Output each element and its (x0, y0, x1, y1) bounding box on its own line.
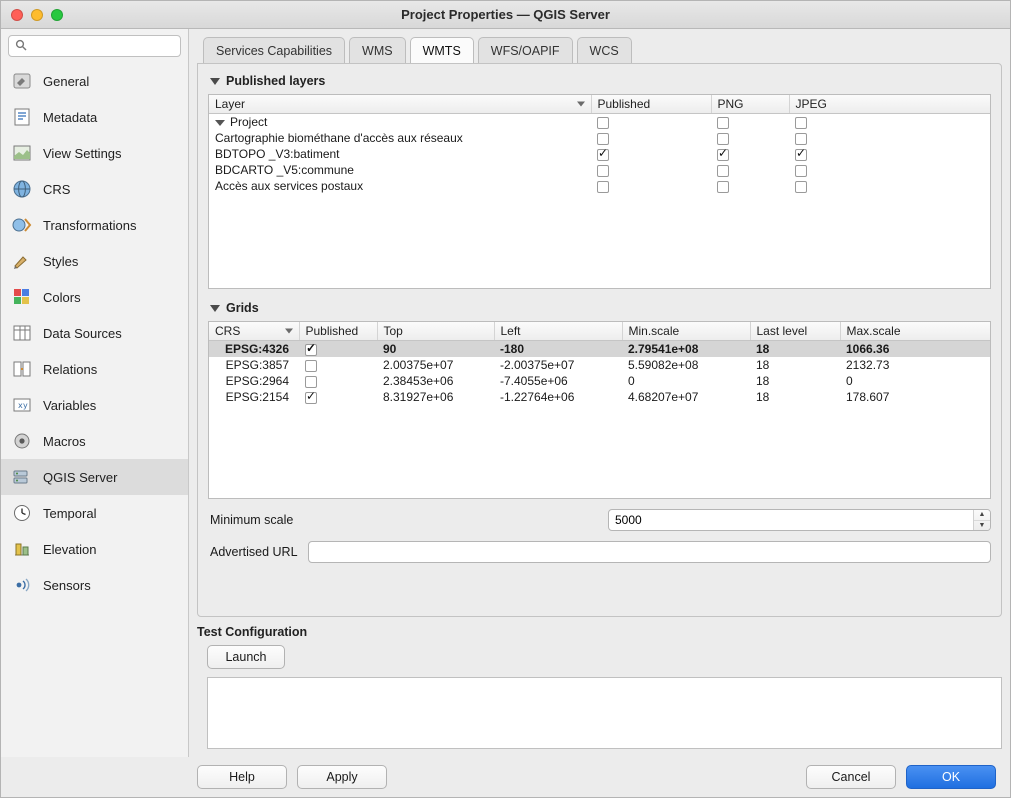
sidebar-item-transformations[interactable] (1, 207, 188, 243)
last-level-cell[interactable]: 18 (756, 374, 770, 388)
document-icon (11, 106, 33, 128)
top-cell[interactable]: 90 (383, 342, 397, 356)
top-cell[interactable]: 2.38453e+06 (383, 374, 454, 388)
published-checkbox[interactable] (597, 149, 609, 161)
sidebar-item-label: Colors (43, 289, 81, 305)
column-header-published[interactable]: Published (591, 95, 711, 114)
sidebar-item-label: Data Sources (43, 325, 122, 341)
sidebar-item-qgis-server[interactable] (1, 459, 188, 495)
table-row[interactable] (209, 146, 990, 162)
cancel-button[interactable]: Cancel (806, 765, 896, 789)
sidebar-item-label: Elevation (43, 541, 97, 557)
png-checkbox-cell[interactable] (711, 130, 789, 146)
published-checkbox[interactable] (597, 117, 609, 129)
sidebar-item-sensors[interactable] (1, 567, 188, 603)
column-header-min-scale[interactable]: Min.scale (622, 322, 750, 341)
tab-wmts[interactable]: WMTS (410, 37, 474, 63)
grids-title: Grids (226, 301, 259, 315)
column-header-jpeg[interactable]: JPEG (789, 95, 990, 114)
max-scale-cell[interactable]: 2132.73 (846, 358, 890, 372)
published-layers-title: Published layers (226, 74, 326, 88)
window-controls[interactable] (11, 9, 63, 21)
jpeg-checkbox[interactable] (795, 149, 807, 161)
brush-icon (11, 250, 33, 272)
table-icon (11, 322, 33, 344)
tab-wcs[interactable]: WCS (577, 37, 632, 63)
last-level-cell[interactable]: 18 (756, 342, 770, 356)
sidebar-item-label: QGIS Server (43, 469, 118, 485)
main-content (189, 29, 1010, 757)
view-icon (11, 142, 33, 164)
jpeg-checkbox-cell[interactable] (789, 178, 990, 194)
published-checkbox-cell[interactable] (591, 146, 711, 162)
left-cell[interactable]: -1.22764e+06 (500, 390, 575, 404)
stepper-buttons[interactable] (973, 510, 990, 530)
clock-icon (11, 502, 33, 524)
table-row[interactable] (209, 373, 990, 389)
png-checkbox[interactable] (717, 133, 729, 145)
table-header-row (209, 322, 990, 341)
relations-icon (11, 358, 33, 380)
sidebar-item-temporal[interactable] (1, 495, 188, 531)
grids-table[interactable] (208, 321, 991, 499)
table-header-row (209, 95, 990, 114)
published-checkbox-cell[interactable] (591, 178, 711, 194)
column-header-png[interactable]: PNG (711, 95, 789, 114)
table-row[interactable] (209, 114, 990, 131)
jpeg-checkbox[interactable] (795, 181, 807, 193)
published-checkbox[interactable] (305, 344, 317, 356)
published-checkbox[interactable] (305, 360, 317, 372)
png-checkbox-cell[interactable] (711, 162, 789, 178)
sidebar-item-label: General (43, 73, 90, 89)
published-checkbox-cell[interactable] (299, 373, 377, 389)
advertised-url-input[interactable] (308, 541, 991, 563)
sidebar-item-crs[interactable] (1, 171, 188, 207)
max-scale-cell[interactable]: 178.607 (846, 390, 890, 404)
published-checkbox-cell[interactable] (591, 130, 711, 146)
tab-wms[interactable]: WMS (349, 37, 406, 63)
column-header-published[interactable]: Published (299, 322, 377, 341)
table-row[interactable] (209, 178, 990, 194)
sidebar-item-label: Relations (43, 361, 98, 377)
sidebar-item-relations[interactable] (1, 351, 188, 387)
min-scale-cell[interactable]: 5.59082e+08 (628, 358, 699, 372)
jpeg-checkbox-cell[interactable] (789, 130, 990, 146)
layer-cell[interactable]: Project (209, 114, 591, 131)
png-checkbox[interactable] (717, 149, 729, 161)
table-row[interactable] (209, 130, 990, 146)
ok-button[interactable]: OK (906, 765, 996, 789)
crs-cell[interactable]: EPSG:3857 (225, 358, 289, 372)
table-row[interactable] (209, 162, 990, 178)
minimum-scale-label: Minimum scale (210, 513, 294, 527)
tab-wfs-oapif[interactable]: WFS/OAPIF (478, 37, 573, 63)
crs-cell[interactable]: EPSG:4326 (224, 342, 289, 356)
minimum-scale-input[interactable] (609, 510, 973, 530)
png-checkbox[interactable] (717, 117, 729, 129)
sidebar-list (1, 61, 188, 757)
published-checkbox[interactable] (305, 392, 317, 404)
layer-cell[interactable]: Accès aux services postaux (215, 179, 364, 193)
footer-right-buttons (806, 765, 996, 789)
tab-services-capabilities[interactable]: Services Capabilities (203, 37, 345, 63)
sidebar-item-label: View Settings (43, 145, 122, 161)
published-checkbox-cell[interactable] (591, 162, 711, 178)
palette-icon (11, 286, 33, 308)
minimum-scale-row (208, 509, 991, 531)
elevation-icon (11, 538, 33, 560)
server-icon (11, 466, 33, 488)
sidebar-item-metadata[interactable] (1, 99, 188, 135)
sidebar-item-label: Transformations (43, 217, 137, 233)
globe-icon (11, 178, 33, 200)
sidebar-item-label: Sensors (43, 577, 91, 593)
top-cell[interactable]: 2.00375e+07 (383, 358, 454, 372)
sidebar-item-label: CRS (43, 181, 71, 197)
png-checkbox[interactable] (717, 165, 729, 177)
minimize-window-button[interactable] (31, 9, 43, 21)
search-input[interactable] (31, 38, 174, 54)
png-checkbox-cell[interactable] (711, 146, 789, 162)
help-button[interactable]: Help (197, 765, 287, 789)
maximize-window-button[interactable] (51, 9, 63, 21)
jpeg-checkbox[interactable] (795, 133, 807, 145)
sidebar-item-general[interactable] (1, 63, 188, 99)
published-checkbox-cell[interactable] (299, 389, 377, 405)
sidebar-item-view-settings[interactable] (1, 135, 188, 171)
footer-left-buttons (197, 765, 387, 789)
search-box[interactable] (8, 35, 181, 57)
sensor-icon (11, 574, 33, 596)
sidebar (1, 29, 189, 757)
test-output-log[interactable] (207, 677, 1002, 749)
published-layers-table[interactable] (208, 94, 991, 289)
tab-bar (197, 35, 1002, 63)
sidebar-item-variables[interactable] (1, 387, 188, 423)
png-checkbox-cell[interactable] (711, 114, 789, 131)
sidebar-item-colors[interactable] (1, 279, 188, 315)
png-checkbox[interactable] (717, 181, 729, 193)
column-header-left[interactable]: Left (494, 322, 622, 341)
sidebar-item-macros[interactable] (1, 423, 188, 459)
svg-text:y: y (23, 401, 28, 410)
sidebar-item-label: Styles (43, 253, 79, 269)
advertised-url-label: Advertised URL (210, 545, 298, 559)
wrench-icon (11, 70, 33, 92)
published-checkbox[interactable] (597, 181, 609, 193)
table-row[interactable] (209, 357, 990, 373)
column-header-last-level[interactable]: Last level (750, 322, 840, 341)
sort-descending-icon (577, 102, 585, 107)
sidebar-item-label: Metadata (43, 109, 98, 125)
svg-text:x: x (18, 401, 23, 410)
sidebar-item-data-sources[interactable] (1, 315, 188, 351)
window-title: Project Properties — QGIS Server (401, 7, 610, 22)
advertised-url-row (208, 541, 991, 563)
jpeg-checkbox[interactable] (795, 117, 807, 129)
column-header-crs[interactable]: CRS (209, 322, 299, 341)
png-checkbox-cell[interactable] (711, 178, 789, 194)
published-layers-header[interactable] (210, 74, 991, 88)
search-icon (15, 39, 27, 54)
layer-cell[interactable]: Cartographie biométhane d'accès aux réseaux (215, 131, 463, 145)
table-row[interactable] (209, 389, 990, 405)
stepper-up-icon[interactable]: ▲ (974, 510, 990, 521)
stepper-down-icon[interactable]: ▼ (978, 521, 986, 529)
collapse-triangle-icon[interactable] (210, 78, 220, 85)
collapse-triangle-icon[interactable] (210, 305, 220, 312)
published-checkbox[interactable] (597, 165, 609, 177)
transform-icon (11, 214, 33, 236)
layer-cell[interactable]: BDCARTO _V5:commune (215, 163, 354, 177)
max-scale-cell[interactable]: 1066.36 (846, 342, 890, 356)
crs-cell[interactable]: EPSG:2154 (225, 390, 289, 404)
last-level-cell[interactable]: 18 (756, 358, 770, 372)
jpeg-checkbox-cell[interactable] (789, 114, 990, 131)
wmts-panel (197, 63, 1002, 617)
sidebar-item-label: Variables (43, 397, 97, 413)
sidebar-item-label: Temporal (43, 505, 97, 521)
column-header-max-scale[interactable]: Max.scale (840, 322, 990, 341)
close-window-button[interactable] (11, 9, 23, 21)
grids-header[interactable] (210, 301, 991, 315)
top-cell[interactable]: 8.31927e+06 (383, 390, 454, 404)
test-configuration-section (197, 625, 1002, 749)
sidebar-item-label: Macros (43, 433, 86, 449)
column-header-layer[interactable]: Layer (209, 95, 591, 114)
launch-button[interactable]: Launch (207, 645, 285, 669)
last-level-cell[interactable]: 18 (756, 390, 770, 404)
max-scale-cell[interactable]: 0 (846, 374, 853, 388)
published-checkbox-cell[interactable] (299, 341, 377, 358)
search-container (1, 29, 188, 61)
table-row[interactable] (209, 341, 990, 358)
apply-button[interactable]: Apply (297, 765, 387, 789)
sort-descending-icon (285, 329, 293, 334)
left-cell[interactable]: -7.4055e+06 (500, 374, 568, 388)
sidebar-item-styles[interactable] (1, 243, 188, 279)
layer-cell[interactable]: BDTOPO _V3:batiment (215, 147, 340, 161)
jpeg-checkbox-cell[interactable] (789, 146, 990, 162)
dialog-footer (1, 757, 1010, 797)
variables-icon (11, 394, 33, 416)
jpeg-checkbox-cell[interactable] (789, 162, 990, 178)
crs-cell[interactable]: EPSG:2964 (225, 374, 289, 388)
title-bar (1, 1, 1010, 29)
expand-collapse-icon[interactable] (215, 120, 225, 126)
window-body (1, 29, 1010, 757)
min-scale-cell[interactable]: 0 (628, 374, 635, 388)
left-cell[interactable]: -2.00375e+07 (500, 358, 575, 372)
published-checkbox[interactable] (597, 133, 609, 145)
left-cell[interactable]: -180 (500, 342, 525, 356)
sidebar-item-elevation[interactable] (1, 531, 188, 567)
macros-icon (11, 430, 33, 452)
published-checkbox-cell[interactable] (299, 357, 377, 373)
test-configuration-title: Test Configuration (197, 625, 308, 639)
published-checkbox[interactable] (305, 376, 317, 388)
jpeg-checkbox[interactable] (795, 165, 807, 177)
min-scale-cell[interactable]: 4.68207e+07 (628, 390, 699, 404)
published-checkbox-cell[interactable] (591, 114, 711, 131)
column-header-top[interactable]: Top (377, 322, 494, 341)
min-scale-cell[interactable]: 2.79541e+08 (628, 342, 699, 356)
minimum-scale-stepper[interactable] (608, 509, 991, 531)
